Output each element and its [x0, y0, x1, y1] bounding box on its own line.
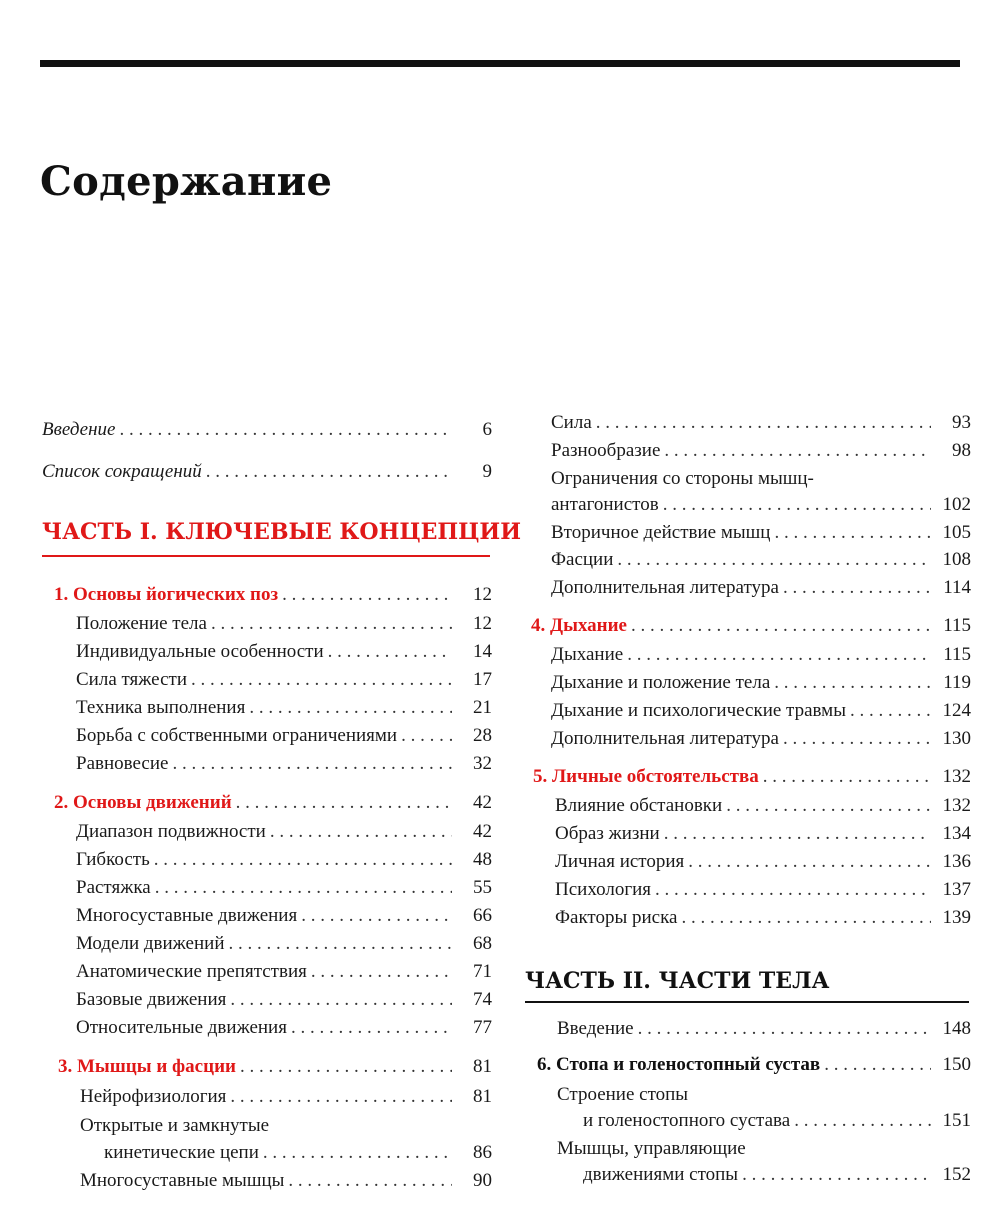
- toc-entry-introduction[interactable]: Введение . . . 6: [42, 418, 492, 442]
- toc-entry[interactable]: Факторы риска . . . 139: [555, 906, 971, 930]
- toc-entry[interactable]: Дополнительная литература . . . 130: [551, 727, 971, 751]
- part-2-rule: [525, 1001, 969, 1003]
- toc-entry[interactable]: движениями стопы . . . 152: [583, 1163, 971, 1187]
- part-1-heading: ЧАСТЬ I. КЛЮЧЕВЫЕ КОНЦЕПЦИИ: [42, 519, 522, 545]
- toc-entry[interactable]: Диапазон подвижности . . . 42: [76, 820, 492, 844]
- toc-entry[interactable]: Вторичное действие мышц . . . 105: [551, 521, 971, 545]
- toc-entry[interactable]: Влияние обстановки . . . 132: [555, 794, 971, 818]
- toc-entry[interactable]: Психология . . . 137: [555, 878, 971, 902]
- toc-entry[interactable]: антагонистов . . . 102: [551, 493, 971, 517]
- toc-entry[interactable]: Индивидуальные особенности . . . 14: [76, 640, 492, 664]
- toc-entry[interactable]: Дыхание и психологические травмы . . . 124: [551, 699, 971, 723]
- toc-entry[interactable]: Относительные движения . . . 77: [76, 1016, 492, 1040]
- toc-entry[interactable]: Растяжка . . . 55: [76, 876, 492, 900]
- part-1-rule: [42, 555, 490, 557]
- toc-entry[interactable]: Дыхание и положение тела . . . 119: [551, 671, 971, 695]
- toc-entry-line1: Ограничения со стороны мышц-: [551, 468, 814, 489]
- toc-entry[interactable]: Борьба с собственными ограничениями . . . 28: [76, 724, 492, 748]
- top-rule: [40, 60, 960, 67]
- toc-entry-part2-introduction[interactable]: Введение . . . 148: [557, 1017, 971, 1041]
- toc-chapter-1[interactable]: 1. Основы йогических поз . . . 12: [54, 583, 492, 607]
- toc-entry[interactable]: Модели движений . . . 68: [76, 932, 492, 956]
- toc-entry[interactable]: Гибкость . . . 48: [76, 848, 492, 872]
- toc-entry[interactable]: Сила . . . 93: [551, 411, 971, 435]
- toc-entry[interactable]: Личная история . . . 136: [555, 850, 971, 874]
- toc-chapter-4[interactable]: 4. Дыхание . . . 115: [531, 614, 971, 638]
- toc-entry[interactable]: Разнообразие . . . 98: [551, 439, 971, 463]
- toc-entry-line1: Мышцы, управляющие: [557, 1138, 746, 1159]
- toc-entry[interactable]: кинетические цепи . . . 86: [104, 1141, 492, 1165]
- toc-entry[interactable]: Техника выполнения . . . 21: [76, 696, 492, 720]
- toc-entry[interactable]: Дополнительная литература . . . 114: [551, 576, 971, 600]
- toc-chapter-6[interactable]: 6. Стопа и голеностопный сустав . . . 150: [537, 1053, 971, 1077]
- toc-entry[interactable]: Положение тела . . . 12: [76, 612, 492, 636]
- toc-entry-line1: Открытые и замкнутые: [80, 1115, 270, 1136]
- toc-chapter-3[interactable]: 3. Мышцы и фасции . . . 81: [58, 1055, 492, 1079]
- toc-entry[interactable]: Анатомические препятствия . . . 71: [76, 960, 492, 984]
- toc-chapter-5[interactable]: 5. Личные обстоятельства . . . 132: [533, 765, 971, 789]
- part-2-heading: ЧАСТЬ II. ЧАСТИ ТЕЛА: [525, 968, 830, 994]
- toc-entry[interactable]: Сила тяжести . . . 17: [76, 668, 492, 692]
- toc-entry[interactable]: Дыхание . . . 115: [551, 643, 971, 667]
- toc-entry[interactable]: Нейрофизиология . . . 81: [80, 1085, 492, 1109]
- page-title: Содержание: [40, 158, 333, 205]
- toc-entry[interactable]: Многосуставные мышцы . . . 90: [80, 1169, 492, 1193]
- toc-entry[interactable]: и голеностопного сустава . . . 151: [583, 1109, 971, 1133]
- toc-entry[interactable]: Равновесие . . . 32: [76, 752, 492, 776]
- toc-entry[interactable]: Базовые движения . . . 74: [76, 988, 492, 1012]
- toc-entry[interactable]: Фасции . . . 108: [551, 548, 971, 572]
- toc-chapter-2[interactable]: 2. Основы движений . . . 42: [54, 791, 492, 815]
- toc-entry-abbreviations[interactable]: Список сокращений . . . 9: [42, 460, 492, 484]
- toc-entry-line1: Строение стопы: [557, 1084, 689, 1105]
- toc-entry[interactable]: Образ жизни . . . 134: [555, 822, 971, 846]
- toc-entry[interactable]: Многосуставные движения . . . 66: [76, 904, 492, 928]
